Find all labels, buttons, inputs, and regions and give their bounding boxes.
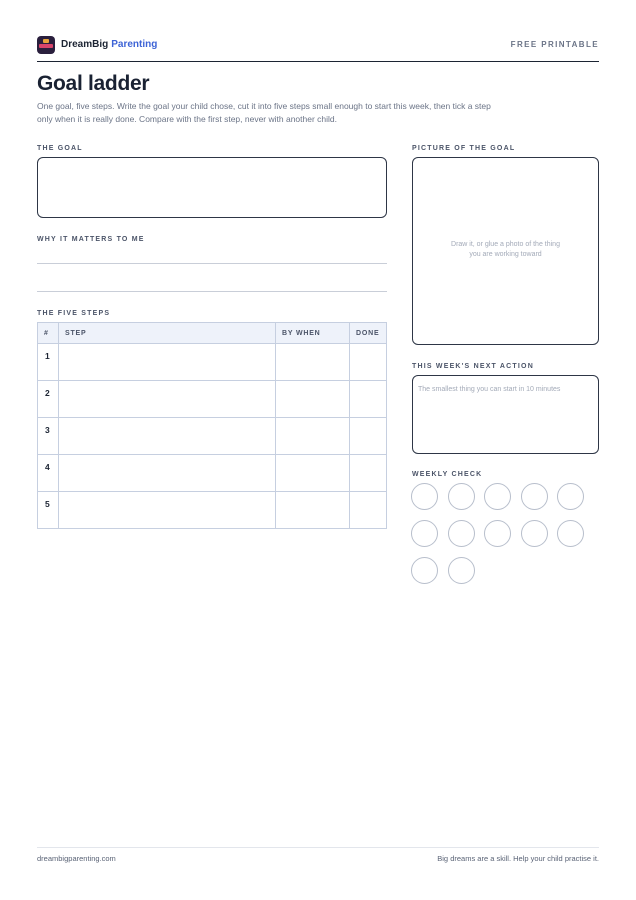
picture-label: PICTURE OF THE GOAL xyxy=(412,145,516,152)
next-action-label: THIS WEEK'S NEXT ACTION xyxy=(412,363,534,370)
step-number: 4 xyxy=(38,455,59,492)
next-action-placeholder: The smallest thing you can start in 10 minutes xyxy=(418,386,561,393)
weekly-check-circle[interactable] xyxy=(484,520,511,547)
step-number: 5 xyxy=(38,492,59,529)
step-number: 3 xyxy=(38,418,59,455)
col-by-when-header: BY WHEN xyxy=(276,323,350,344)
step-cell[interactable] xyxy=(59,455,276,492)
table-row xyxy=(38,492,387,529)
table-row xyxy=(38,381,387,418)
col-number-header: # xyxy=(38,323,59,344)
footer-tagline: Big dreams are a skill. Help your child practise it. xyxy=(437,854,599,863)
weekly-check-circle[interactable] xyxy=(411,483,438,510)
why-line-1[interactable] xyxy=(37,263,387,264)
brand-name: DreamBig Parenting xyxy=(61,39,158,50)
weekly-check-circle[interactable] xyxy=(411,520,438,547)
step-number: 1 xyxy=(38,344,59,381)
weekly-check-label: WEEKLY CHECK xyxy=(412,471,483,478)
weekly-check-circle[interactable] xyxy=(557,520,584,547)
steps-table xyxy=(37,322,387,529)
done-cell[interactable] xyxy=(350,381,387,418)
step-cell[interactable] xyxy=(59,381,276,418)
next-action-box[interactable] xyxy=(412,375,599,454)
weekly-check-circle[interactable] xyxy=(411,557,438,584)
weekly-check-circle[interactable] xyxy=(521,483,548,510)
done-cell[interactable] xyxy=(350,492,387,529)
done-cell[interactable] xyxy=(350,344,387,381)
picture-box[interactable] xyxy=(412,157,599,345)
weekly-check-circle[interactable] xyxy=(557,483,584,510)
table-row xyxy=(38,455,387,492)
done-cell[interactable] xyxy=(350,418,387,455)
col-done-header: DONE xyxy=(350,323,387,344)
page-header xyxy=(37,36,599,62)
by-when-cell[interactable] xyxy=(276,492,350,529)
footer-divider xyxy=(37,847,599,848)
step-cell[interactable] xyxy=(59,418,276,455)
intro-text: One goal, five steps. Write the goal your child chose, cut it into five steps small enough to start this week, then tick a step only when it is really done. Compare with the first step, never with another child. xyxy=(37,101,491,124)
brand-accent: Parenting xyxy=(111,39,158,50)
free-printable-tag: FREE PRINTABLE xyxy=(510,40,599,49)
steps-label: THE FIVE STEPS xyxy=(37,310,111,317)
done-cell[interactable] xyxy=(350,455,387,492)
step-number: 2 xyxy=(38,381,59,418)
weekly-check-circle[interactable] xyxy=(521,520,548,547)
step-cell[interactable] xyxy=(59,492,276,529)
brand-logo-icon xyxy=(37,36,55,54)
weekly-check-circle[interactable] xyxy=(448,557,475,584)
by-when-cell[interactable] xyxy=(276,381,350,418)
weekly-check-circle[interactable] xyxy=(484,483,511,510)
step-cell[interactable] xyxy=(59,344,276,381)
col-step-header: STEP xyxy=(59,323,276,344)
why-label: WHY IT MATTERS TO ME xyxy=(37,236,145,243)
table-row xyxy=(38,344,387,381)
footer-website: dreambigparenting.com xyxy=(37,854,116,863)
by-when-cell[interactable] xyxy=(276,344,350,381)
picture-placeholder: Draw it, or glue a photo of the thing you are working toward xyxy=(451,241,560,258)
why-line-2[interactable] xyxy=(37,291,387,292)
table-row xyxy=(38,418,387,455)
page-title: Goal ladder xyxy=(37,72,150,95)
weekly-check-circle[interactable] xyxy=(448,483,475,510)
by-when-cell[interactable] xyxy=(276,418,350,455)
weekly-check-circle[interactable] xyxy=(448,520,475,547)
goal-box[interactable] xyxy=(37,157,387,218)
steps-header-row xyxy=(38,323,387,344)
goal-label: THE GOAL xyxy=(37,145,83,152)
by-when-cell[interactable] xyxy=(276,455,350,492)
